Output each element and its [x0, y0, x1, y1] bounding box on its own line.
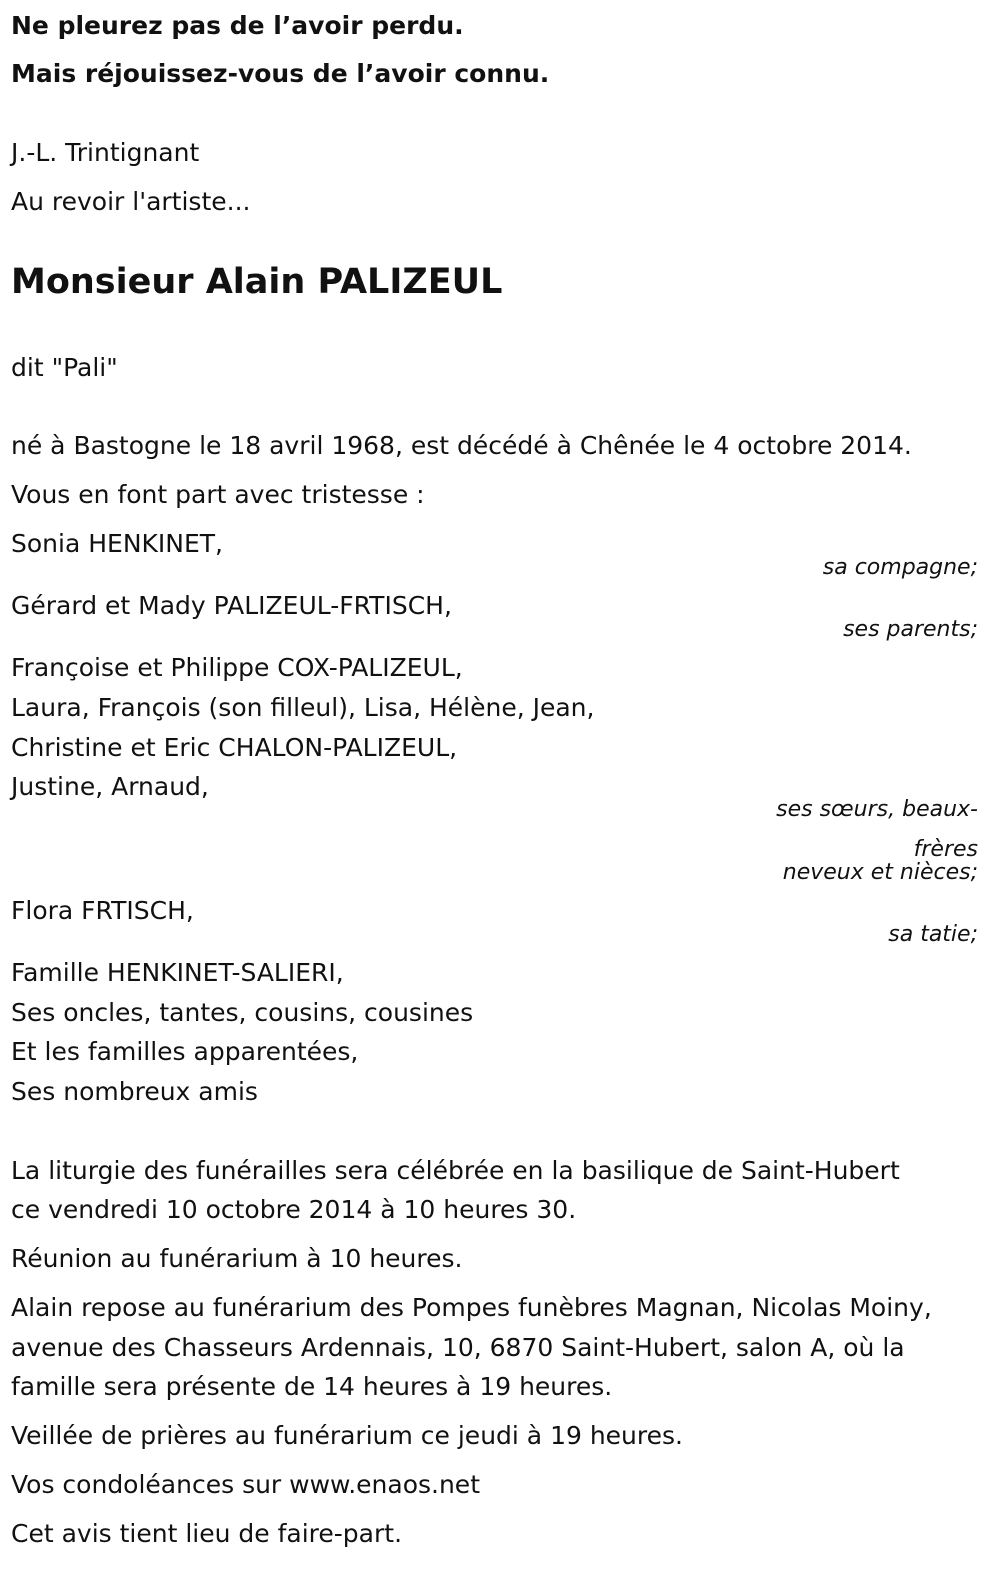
deceased-nickname: dit "Pali": [11, 353, 118, 382]
others-line-3: Et les familles apparentées,: [11, 1037, 359, 1066]
rest-line-2: avenue des Chasseurs Ardennais, 10, 6870 Saint-Hubert, salon A, où la: [11, 1333, 905, 1362]
farewell-text: Au revoir l'artiste...: [11, 187, 251, 216]
companion-role: sa compagne;: [822, 555, 978, 580]
liturgy-line-1: La liturgie des funérailles sera célébrée en la basilique de Saint-Hubert: [11, 1156, 900, 1185]
companion-name: Sonia HENKINET,: [11, 529, 223, 558]
rest-line-3: famille sera présente de 14 heures à 19 heures.: [11, 1372, 613, 1401]
announce-intro: Vous en font part avec tristesse :: [11, 480, 425, 509]
siblings-role-1: ses sœurs, beaux-: [776, 797, 978, 822]
aunt-name: Flora FRTISCH,: [11, 896, 194, 925]
siblings-role-3: neveux et nièces;: [782, 860, 978, 885]
liturgy-line-2: ce vendredi 10 octobre 2014 à 10 heures 30.: [11, 1195, 577, 1224]
siblings-line-2: Laura, François (son filleul), Lisa, Hélène, Jean,: [11, 693, 595, 722]
parents-names: Gérard et Mady PALIZEUL-FRTISCH,: [11, 591, 452, 620]
siblings-role-2: frères: [913, 837, 978, 862]
notice-text: Cet avis tient lieu de faire-part.: [11, 1519, 403, 1548]
siblings-line-1: Françoise et Philippe COX-PALIZEUL,: [11, 653, 463, 682]
others-line-1: Famille HENKINET-SALIERI,: [11, 958, 344, 987]
condolences-text: Vos condoléances sur www.enaos.net: [11, 1470, 480, 1499]
others-line-4: Ses nombreux amis: [11, 1077, 258, 1106]
aunt-role: sa tatie;: [888, 922, 978, 947]
vigil-text: Veillée de prières au funérarium ce jeudi à 19 heures.: [11, 1421, 683, 1450]
parents-role: ses parents;: [843, 617, 978, 642]
quote-line-2: Mais réjouissez-vous de l’avoir connu.: [11, 59, 550, 88]
siblings-line-3: Christine et Eric CHALON-PALIZEUL,: [11, 733, 458, 762]
deceased-name: Monsieur Alain PALIZEUL: [11, 262, 503, 302]
birth-death-statement: né à Bastogne le 18 avril 1968, est décédé à Chênée le 4 octobre 2014.: [11, 431, 912, 460]
meeting-text: Réunion au funérarium à 10 heures.: [11, 1244, 463, 1273]
siblings-line-4: Justine, Arnaud,: [11, 772, 209, 801]
rest-line-1: Alain repose au funérarium des Pompes funèbres Magnan, Nicolas Moiny,: [11, 1293, 932, 1322]
others-line-2: Ses oncles, tantes, cousins, cousines: [11, 998, 474, 1027]
quote-author: J.-L. Trintignant: [11, 138, 200, 167]
quote-line-1: Ne pleurez pas de l’avoir perdu.: [11, 11, 464, 40]
